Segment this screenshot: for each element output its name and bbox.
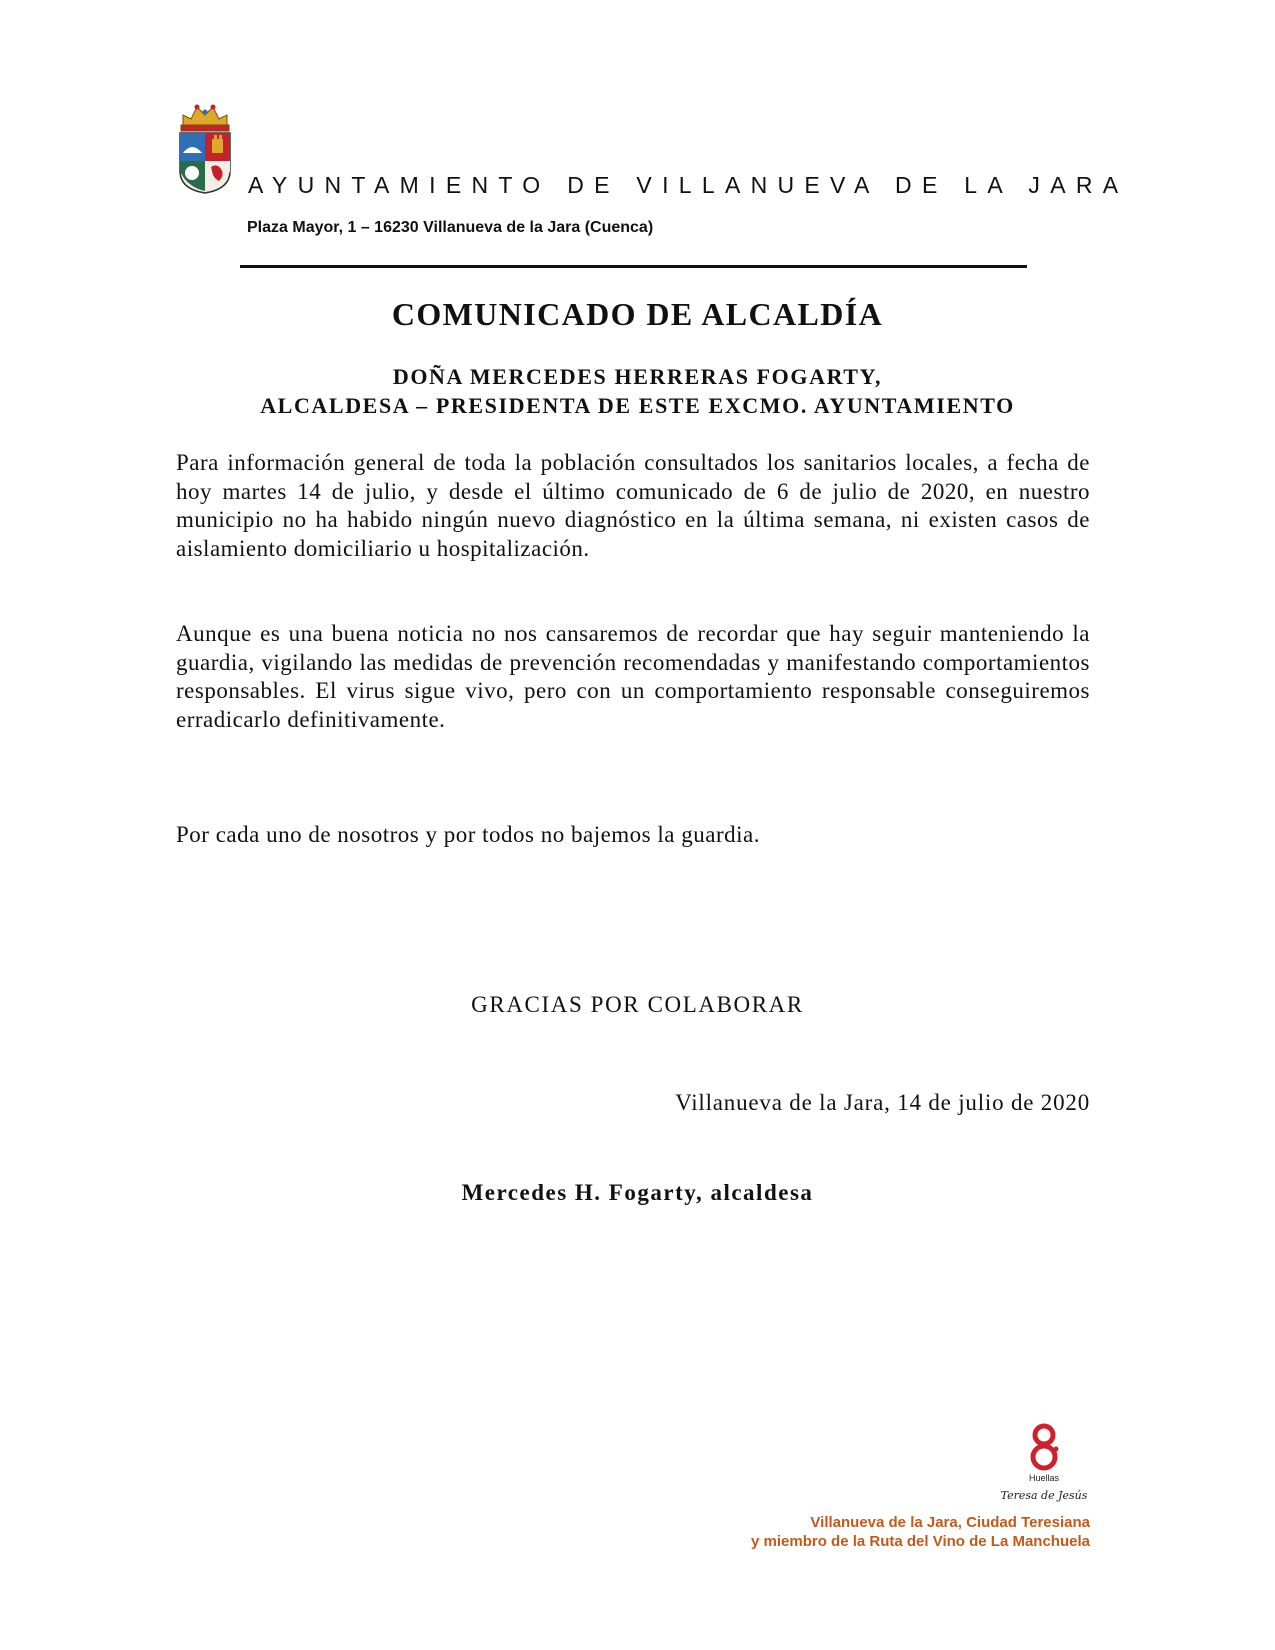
huellas-logo-icon: [1000, 1421, 1090, 1509]
signature: Mercedes H. Fogarty, alcaldesa: [461, 1180, 814, 1205]
body-paragraph: Aunque es una buena noticia no nos cansaremos de recordar que hay seguir manteniendo la guardia, vigilando las medidas de prevención recomendadas y manifestando comportamientos responsables. El virus sigue vivo, pero con un comportamiento responsable conseguiremos erradicarlo definitivamente.: [176, 621, 1090, 732]
document-title: COMUNICADO DE ALCALDÍA: [391, 296, 884, 332]
closing-text: GRACIAS POR COLABORAR: [471, 992, 804, 1017]
body-paragraph: Por cada uno de nosotros y por todos no bajemos la guardia.: [176, 822, 760, 847]
footer-line-1: Villanueva de la Jara, Ciudad Teresiana: [810, 1514, 1090, 1531]
footer-text: [751, 1513, 1090, 1551]
author-position: ALCALDESA – PRESIDENTA DE ESTE EXCMO. AYUNTAMIENTO: [260, 393, 1015, 418]
footer-line-2: y miembro de la Ruta del Vino de La Manchuela: [751, 1533, 1090, 1550]
organization-name: AYUNTAMIENTO DE VILLANUEVA DE LA JARA: [248, 172, 1129, 198]
organization-address: Plaza Mayor, 1 – 16230 Villanueva de la Jara (Cuenca): [247, 219, 654, 236]
header-divider: [240, 265, 1027, 268]
body-paragraph: Para información general de toda la población consultados los sanitarios locales, a fecha de hoy martes 14 de julio, y desde el último comunicado de 6 de julio de 2020, en nuestro municipio no ha habido ningún nuevo diagnóstico en la última semana, ni existen casos de aislamiento domiciliario u hospitalización.: [176, 450, 1090, 561]
svg-text:Huellas: Huellas: [1028, 1473, 1060, 1483]
svg-text:Teresa de Jesús: Teresa de Jesús: [1000, 1489, 1088, 1502]
author-name: DOÑA MERCEDES HERRERAS FOGARTY,: [392, 364, 883, 389]
coat-of-arms-icon: [175, 103, 235, 195]
dateline: Villanueva de la Jara, 14 de julio de 2020: [675, 1090, 1090, 1115]
